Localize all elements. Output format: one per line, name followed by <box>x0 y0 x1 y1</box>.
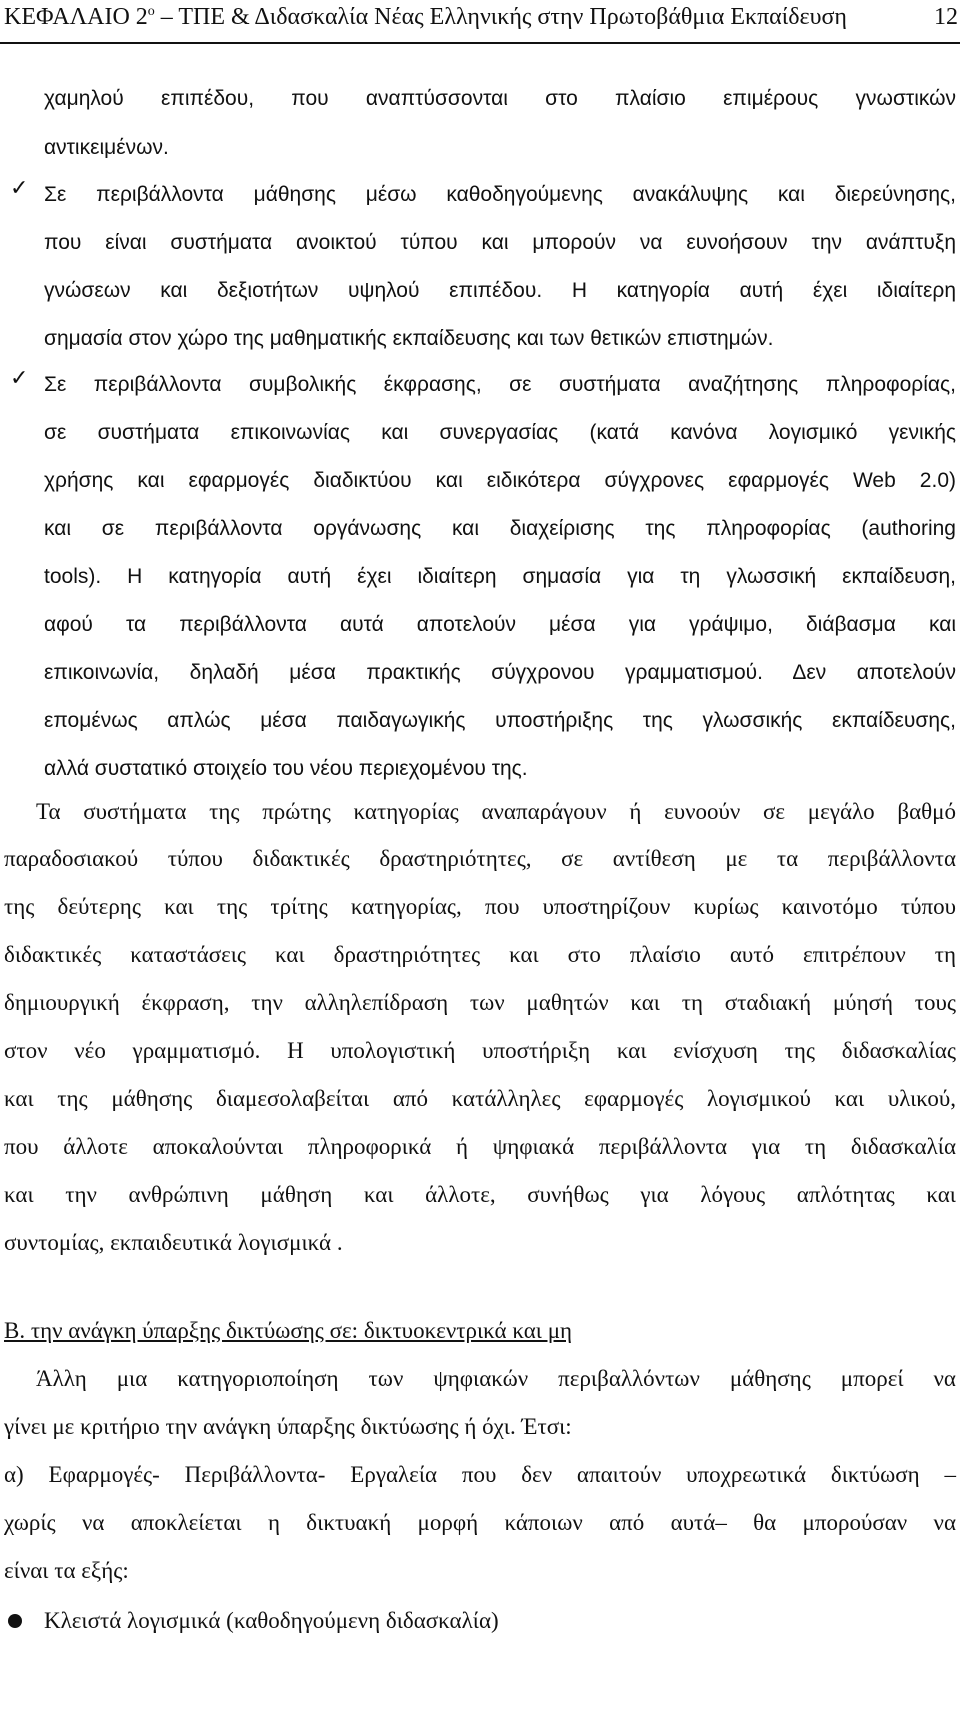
item2-line-2: που είναι συστήματα ανοικτού τύπου και μπορούν να ευνοήσουν την ανάπτυξη <box>44 231 956 254</box>
paragraph1-line-5: δημιουργική έκφραση, την αλληλεπίδραση των μαθητών και τη σταδιακή μύησή τους <box>4 990 956 1015</box>
checkmark-icon: ✓ <box>10 176 29 201</box>
bullet-icon <box>8 1614 22 1628</box>
paragraph1-line-2: παραδοσιακού τύπου διδακτικές δραστηριότητες, σε αντίθεση με τα περιβάλλοντα <box>4 846 956 871</box>
paragraph1-line-9: και την ανθρώπινη μάθηση και άλλοτε, συνήθως για λόγους απλότητας και <box>4 1182 956 1207</box>
paragraph1-line-7: και της μάθησης διαμεσολαβείται από κατάλληλες εφαρμογές λογισμικού και υλικού, <box>4 1086 956 1111</box>
paragraph1-line-8: που άλλοτε αποκαλούνται πληροφορικά ή ψηφιακά περιβάλλοντα για τη διδασκαλία <box>4 1134 956 1159</box>
item3-line-9: αλλά συστατικό στοιχείο του νέου περιεχομένου της. <box>44 757 528 780</box>
item1-line-1: χαμηλού επιπέδου, που αναπτύσσονται στο πλαίσιο επιμέρους γνωστικών <box>44 87 956 110</box>
item3-line-6: αφού τα περιβάλλοντα αυτά αποτελούν μέσα για γράψιμο, διάβασμα και <box>44 613 956 636</box>
paragraph1-line-3: της δεύτερης και της τρίτης κατηγορίας, που υποστηρίζουν κυρίως καινοτόμο τύπου <box>4 894 956 919</box>
item2-line-3: γνώσεων και δεξιοτήτων υψηλού επιπέδου. Η κατηγορία αυτή έχει ιδιαίτερη <box>44 279 956 302</box>
item3-line-5: tools). Η κατηγορία αυτή έχει ιδιαίτερη σημασία για τη γλωσσική εκπαίδευση, <box>44 565 956 588</box>
item3-line-1: Σε περιβάλλοντα συμβολικής έκφρασης, σε συστήματα αναζήτησης πληροφορίας, <box>44 373 956 396</box>
item3-line-7: επικοινωνία, δηλαδή μέσα πρακτικής σύγχρονου γραμματισμού. Δεν αποτελούν <box>44 661 956 684</box>
section-b-line-3: α) Εφαρμογές- Περιβάλλοντα- Εργαλεία που δεν απαιτούν υποχρεωτικά δικτύωση – <box>4 1462 956 1487</box>
section-b-heading: Β. την ανάγκη ύπαρξης δικτύωσης σε: δικτυοκεντρικά και μη <box>4 1318 573 1343</box>
item3-line-8: επομένως απλώς μέσα παιδαγωγικής υποστήριξης της γλωσσικής εκπαίδευσης, <box>44 709 956 732</box>
bullet-item: Κλειστά λογισμικά (καθοδηγούμενη διδασκαλία) <box>44 1608 499 1633</box>
item2-line-4: σημασία στον χώρο της μαθηματικής εκπαίδευσης και των θετικών επιστημών. <box>44 327 774 350</box>
page-number: 12 <box>934 4 958 30</box>
item3-line-4: και σε περιβάλλοντα οργάνωσης και διαχείρισης της πληροφορίας (authoring <box>44 517 956 540</box>
paragraph1-line-10: συντομίας, εκπαιδευτικά λογισμικά . <box>4 1230 343 1255</box>
item1-line-2: αντικειμένων. <box>44 136 169 159</box>
running-header <box>0 0 960 44</box>
paragraph1-line-1: Τα συστήματα της πρώτης κατηγορίας αναπαράγουν ή ευνοούν σε μεγάλο βαθμό <box>36 799 956 824</box>
section-b-line-2: γίνει με κριτήριο την ανάγκη ύπαρξης δικτύωσης ή όχι. Έτσι: <box>4 1414 572 1439</box>
paragraph1-line-4: διδακτικές καταστάσεις και δραστηριότητες και στο πλαίσιο αυτό επιτρέπουν τη <box>4 942 956 967</box>
item2-line-1: Σε περιβάλλοντα μάθησης μέσω καθοδηγούμενης ανακάλυψης και διερεύνησης, <box>44 183 956 206</box>
item3-line-3: χρήσης και εφαρμογές διαδικτύου και ειδικότερα σύγχρονες εφαρμογές Web 2.0) <box>44 469 956 492</box>
chapter-title: ΚΕΦΑΛΑΙΟ $2^o$ – ΤΠΕ & Διδασκαλία Νέας Ελληνικής στην Πρωτοβάθμια Εκπαίδευση <box>4 4 847 30</box>
section-b-line-1: Άλλη μια κατηγοριοποίηση των ψηφιακών περιβαλλόντων μάθησης μπορεί να <box>36 1366 956 1391</box>
checkmark-icon: ✓ <box>10 366 29 391</box>
item3-line-2: σε συστήματα επικοινωνίας και συνεργασίας (κατά κανόνα λογισμικό γενικής <box>44 421 956 444</box>
section-b-line-4: χωρίς να αποκλείεται η δικτυακή μορφή κάποιων από αυτά– θα μπορούσαν να <box>4 1510 956 1535</box>
paragraph1-line-6: στον νέο γραμματισμό. Η υπολογιστική υποστήριξη και ενίσχυση της διδασκαλίας <box>4 1038 956 1063</box>
section-b-line-5: είναι τα εξής: <box>4 1558 129 1583</box>
